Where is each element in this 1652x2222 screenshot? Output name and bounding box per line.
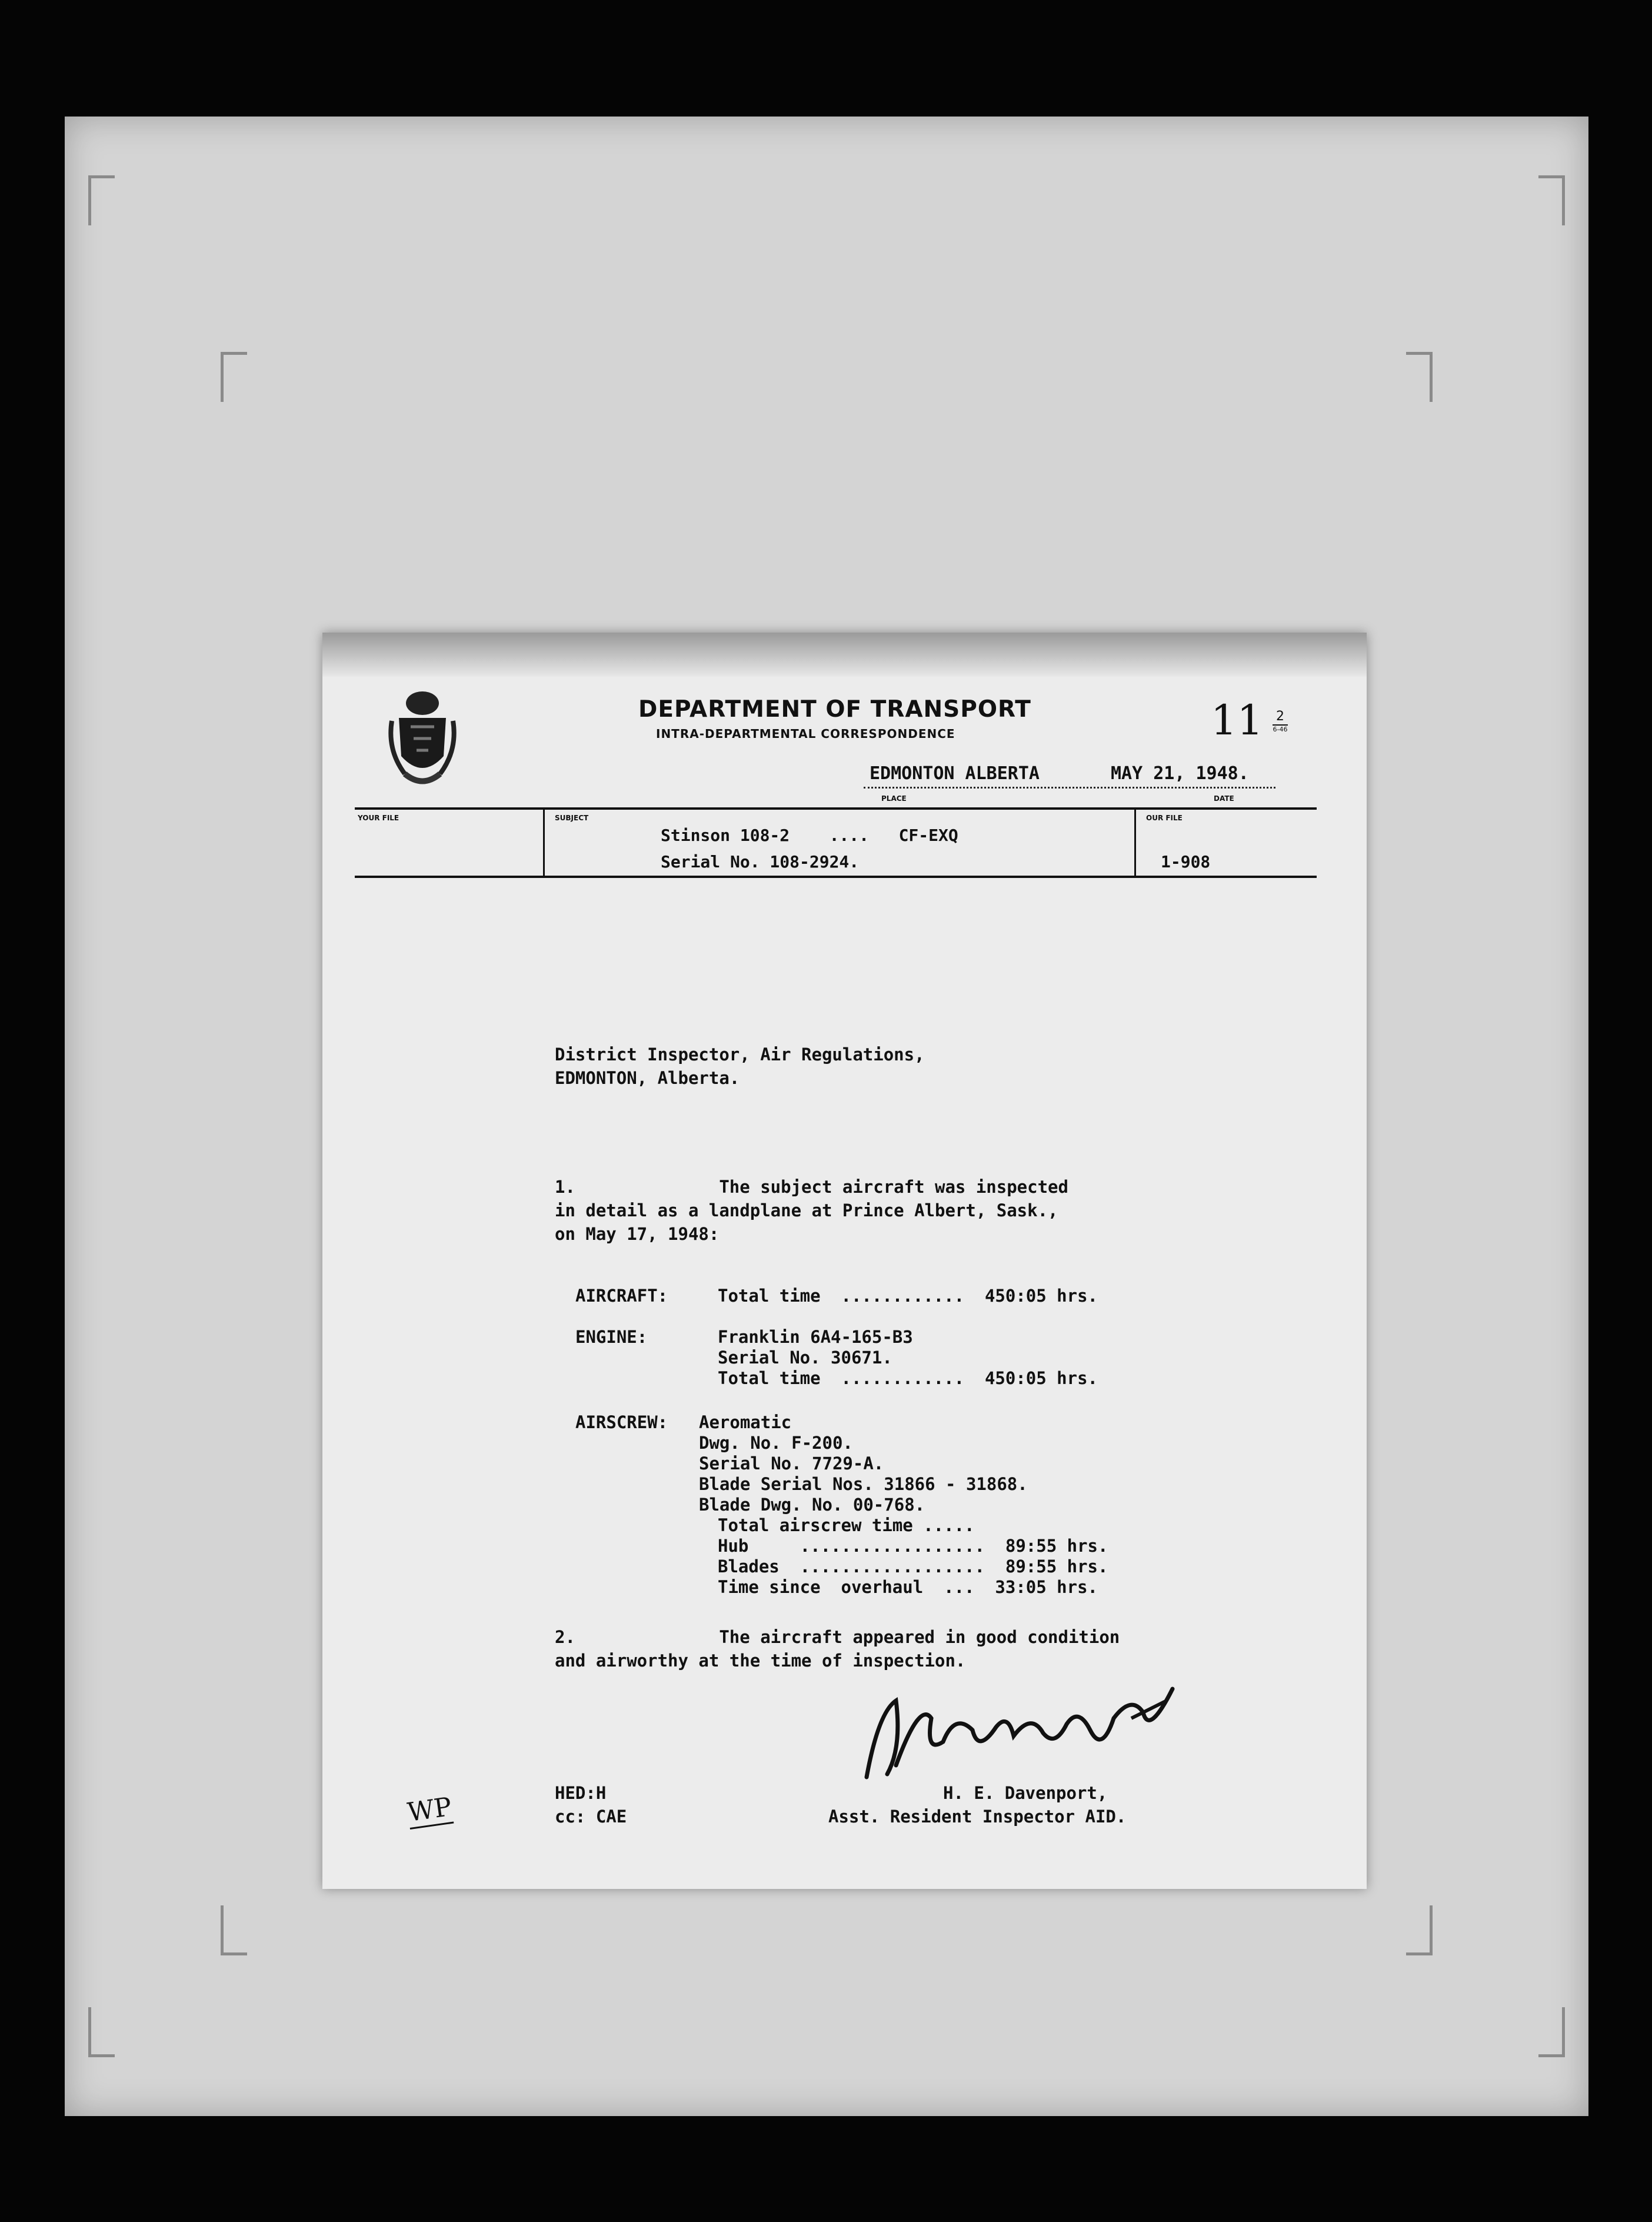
place-value: EDMONTON ALBERTA	[870, 763, 1040, 784]
file-table-top-rule	[355, 807, 1317, 810]
signature	[855, 1677, 1184, 1783]
file-table-divider-2	[1134, 809, 1136, 876]
airscrew-drawing: Dwg. No. F-200.	[699, 1433, 853, 1453]
subject-line-2: Serial No. 108-2924.	[661, 852, 860, 871]
airscrew-type: Aeromatic	[699, 1412, 792, 1432]
aircraft-total-time: Total time ............ 450:05 hrs.	[718, 1286, 1098, 1306]
your-file-caption: YOUR FILE	[358, 814, 399, 822]
crop-mark-bottom-left	[88, 2007, 115, 2057]
para1-line-1: 1. The subject aircraft was inspected	[555, 1177, 1068, 1197]
form-number-top: 2	[1273, 709, 1288, 726]
para2-line-2: and airworthy at the time of inspection.	[555, 1651, 966, 1671]
crop-mark-inner-top-left	[221, 352, 247, 402]
our-file-value: 1-908	[1161, 852, 1211, 871]
margin-initials: WP	[406, 1792, 454, 1830]
addressee-line-1: District Inspector, Air Regulations,	[555, 1045, 925, 1065]
coat-of-arms-icon	[387, 686, 458, 791]
crop-mark-inner-bottom-left	[221, 1905, 247, 1955]
airscrew-blades-time: Blades .................. 89:55 hrs.	[718, 1556, 1108, 1576]
file-table-bottom-rule	[355, 876, 1317, 878]
form-number	[1273, 709, 1288, 734]
subject-line-1: Stinson 108-2 .... CF-EXQ	[661, 826, 958, 845]
airscrew-hub-time: Hub .................. 89:55 hrs.	[718, 1536, 1108, 1556]
form-number-bottom: 6-46	[1273, 726, 1288, 734]
date-value: MAY 21, 1948.	[1111, 763, 1249, 784]
department-title: DEPARTMENT OF TRANSPORT	[638, 696, 1031, 723]
aircraft-label: AIRCRAFT:	[575, 1286, 668, 1306]
airscrew-overhaul-time: Time since overhaul ... 33:05 hrs.	[718, 1577, 1098, 1597]
subject-caption: SUBJECT	[555, 814, 589, 822]
file-table-divider-1	[543, 809, 545, 876]
carbon-copy: cc: CAE	[555, 1807, 627, 1827]
airscrew-blade-drawing: Blade Dwg. No. 00-768.	[699, 1495, 925, 1515]
airscrew-serial: Serial No. 7729-A.	[699, 1453, 884, 1473]
crop-mark-top-right	[1538, 175, 1565, 225]
handwritten-number: 11	[1211, 696, 1264, 744]
para1-line-2: in detail as a landplane at Prince Albert, Sask.,	[555, 1200, 1058, 1220]
engine-serial: Serial No. 30671.	[718, 1348, 892, 1368]
airscrew-total-time: Total airscrew time .....	[718, 1515, 975, 1535]
crop-mark-top-left	[88, 175, 115, 225]
letter-sheet	[322, 633, 1367, 1889]
sheet-top-curl	[322, 633, 1367, 677]
engine-total-time: Total time ............ 450:05 hrs.	[718, 1368, 1098, 1388]
airscrew-label: AIRSCREW:	[575, 1412, 668, 1432]
crop-mark-bottom-right	[1538, 2007, 1565, 2057]
addressee-line-2: EDMONTON, Alberta.	[555, 1068, 740, 1088]
engine-label: ENGINE:	[575, 1327, 648, 1347]
place-caption: PLACE	[881, 794, 907, 803]
our-file-caption: OUR FILE	[1146, 814, 1183, 822]
para1-line-3: on May 17, 1948:	[555, 1224, 720, 1244]
department-subtitle: INTRA-DEPARTMENTAL CORRESPONDENCE	[656, 727, 955, 741]
crop-mark-inner-bottom-right	[1406, 1905, 1433, 1955]
signatory-title: Asst. Resident Inspector AID.	[828, 1807, 1127, 1827]
signatory-name: H. E. Davenport,	[943, 1783, 1108, 1803]
engine-model: Franklin 6A4-165-B3	[718, 1327, 913, 1347]
crop-mark-inner-top-right	[1406, 352, 1433, 402]
airscrew-blade-serials: Blade Serial Nos. 31866 - 31868.	[699, 1474, 1028, 1494]
para2-line-1: 2. The aircraft appeared in good condition	[555, 1627, 1120, 1647]
place-date-rule	[864, 787, 1275, 789]
date-caption: DATE	[1214, 794, 1234, 803]
reference-initials: HED:H	[555, 1783, 607, 1803]
